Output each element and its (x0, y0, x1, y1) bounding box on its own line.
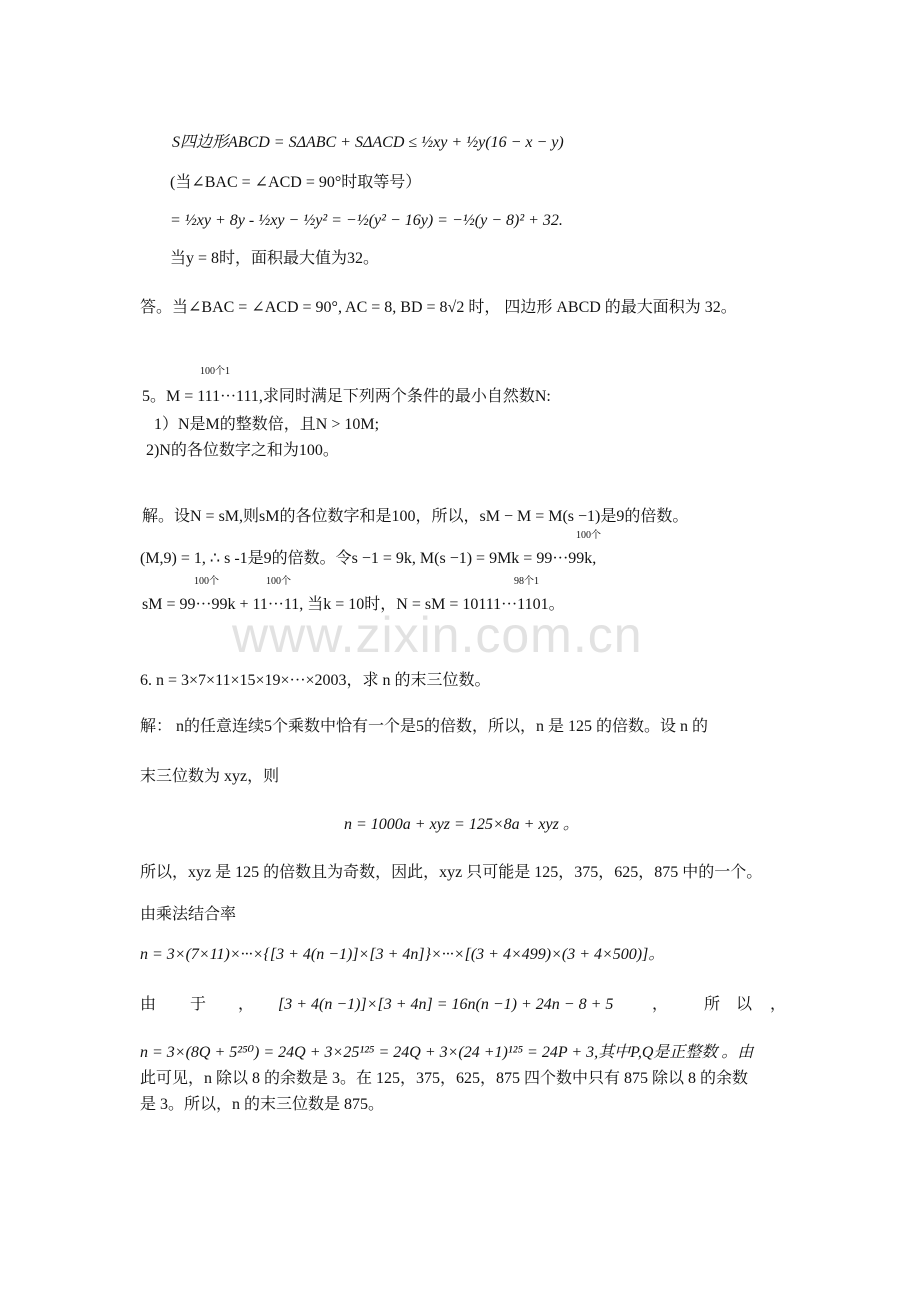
condition-2: 2)N的各位数字之和为100。 (146, 442, 339, 459)
problem6-statement: 6. n = 3×7×11×15×19×···×2003，求 n 的末三位数。 (140, 672, 491, 689)
watermark: www.zixin.com.cn (232, 607, 643, 663)
solution6-line3: 所以，xyz 是 125 的倍数且为奇数，因此，xyz 只可能是 125，375，625，875 中的一个。 (140, 864, 763, 881)
word-suo: 所 (704, 996, 721, 1013)
word-you: 由 (140, 996, 157, 1013)
condition-1: 1）N是M的整数倍，且N > 10M; (154, 416, 380, 433)
word-yu: 于 (190, 996, 207, 1013)
solution5-line2: (M,9) = 1, ∴ s -1是9的倍数。令s −1 = 9k, M(s −1) = 9Mk = 99···99k, (140, 550, 597, 567)
solution5-line3: sM = 99···99k + 11···11, 当k = 10时，N = sM = 10111···1101。 (142, 596, 565, 613)
equality-condition: (当∠BAC = ∠ACD = 90°时取等号） (170, 174, 422, 191)
answer-line: 答。当∠BAC = ∠ACD = 90°, AC = 8, BD = 8√2 时， 四边形 ABCD 的最大面积为 32。 (140, 299, 737, 316)
problem5-statement: 5。M = 111···111,求同时满足下列两个条件的最小自然数N: (142, 388, 551, 405)
solution6-line5: 此可见，n 除以 8 的余数是 3。在 125，375，625，875 四个数中只有 875 除以 8 的余数 (140, 1070, 749, 1087)
comma: ， (770, 996, 787, 1013)
overbrace-label: 100个 (576, 530, 601, 541)
overbrace-label: 100个1 (200, 366, 230, 377)
solution6-line1: 解： n的任意连续5个乘数中恰有一个是5的倍数，所以，n 是 125 的倍数。设 n 的 (140, 718, 709, 735)
solution6-line2: 末三位数为 xyz，则 (140, 768, 280, 785)
equation-product-grouping: n = 3×(7×11)×···×{[3 + 4(n −1)]×[3 + 4n]}×···×[(3 + 4×499)×(3 + 4×500)]。 (140, 946, 665, 963)
overbrace-label: 100个 (194, 576, 219, 587)
overbrace-label: 98个1 (514, 576, 539, 587)
equation-mod-8: n = 3×(8Q + 5²⁵⁰) = 24Q + 3×25¹²⁵ = 24Q + 3×(24 +1)¹²⁵ = 24P + 3,其中P,Q是正整数 。由 (140, 1044, 754, 1061)
equation-pair-product: [3 + 4(n −1)]×[3 + 4n] = 16n(n −1) + 24n − 8 + 5 (278, 996, 614, 1013)
comma: ， (652, 996, 669, 1013)
max-area-statement: 当y = 8时，面积最大值为32。 (170, 250, 380, 267)
solution5-line1: 解。设N = sM,则sM的各位数字和是100，所以，sM − M = M(s −1)是9的倍数。 (142, 508, 689, 525)
word-yi: 以 (736, 996, 753, 1013)
equation-n-mod-1000: n = 1000a + xyz = 125×8a + xyz 。 (344, 816, 579, 833)
solution6-line6: 是 3。所以，n 的末三位数是 875。 (140, 1096, 385, 1113)
solution6-line4: 由乘法结合率 (140, 906, 237, 923)
comma: ， (238, 996, 255, 1013)
area-inequality: S四边形ABCD = SΔABC + SΔACD ≤ ½xy + ½y(16 − x − y) (172, 134, 564, 151)
area-expansion: = ½xy + 8y - ½xy − ½y² = −½(y² − 16y) = −½(y − 8)² + 32. (170, 212, 563, 229)
overbrace-label: 100个 (266, 576, 291, 587)
